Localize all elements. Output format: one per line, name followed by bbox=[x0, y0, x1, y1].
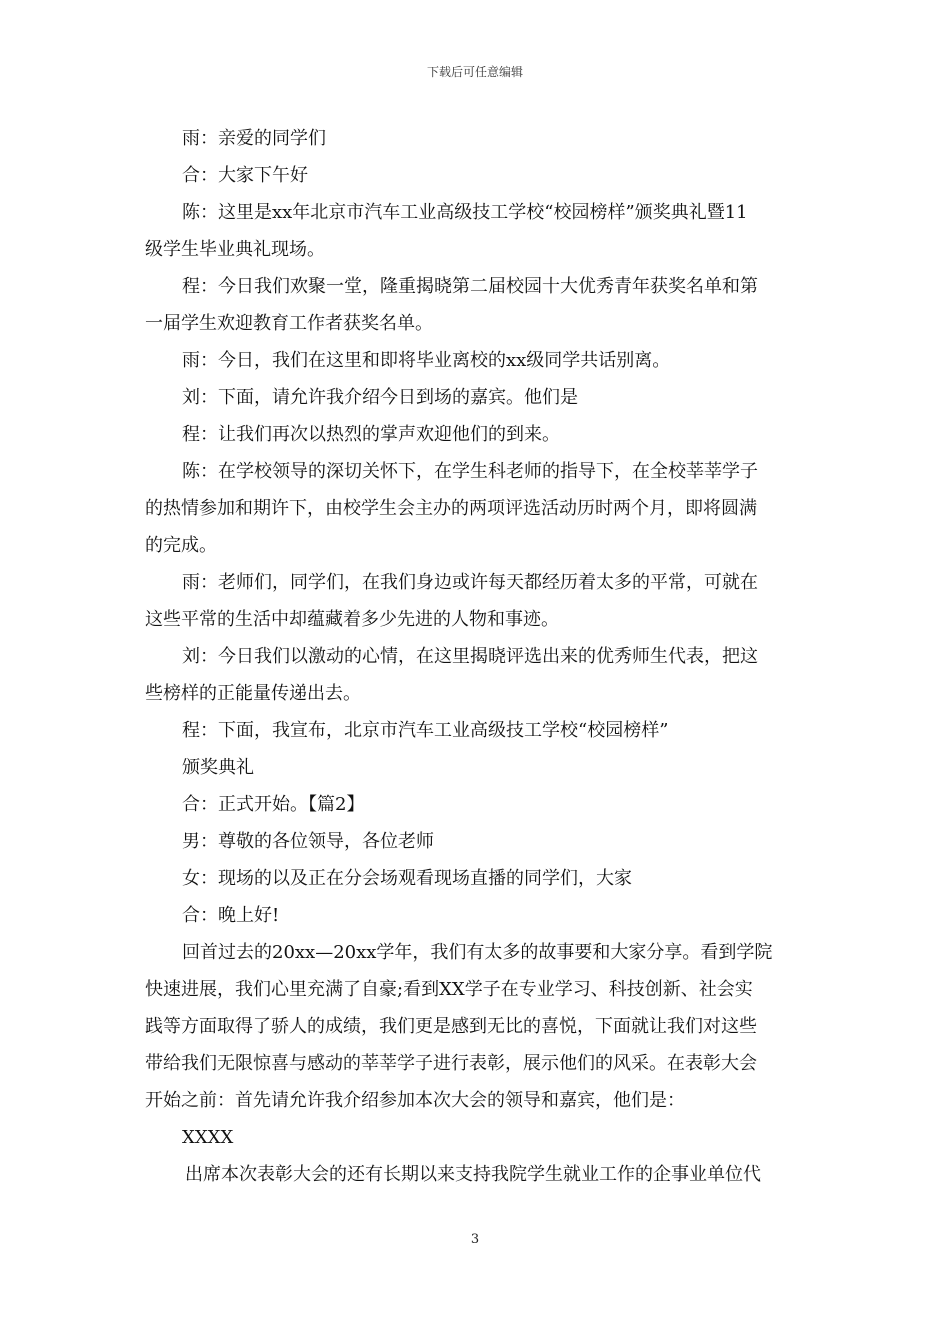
text-line: 开始之前：首先请允许我介绍参加本次大会的领导和嘉宾，他们是： bbox=[145, 1090, 685, 1111]
text-line: 陈：这里是xx年北京市汽车工业高级技工学校“校园榜样”颁奖典礼暨11 bbox=[182, 202, 748, 223]
text-line: 女：现场的以及正在分会场观看现场直播的同学们，大家 bbox=[182, 868, 632, 889]
text-line: 雨：亲爱的同学们 bbox=[182, 128, 326, 149]
document-body bbox=[145, 120, 810, 1193]
text-line: 程：今日我们欢聚一堂，隆重揭晓第二届校园十大优秀青年获奖名单和第 bbox=[182, 276, 758, 297]
text-line: 些榜样的正能量传递出去。 bbox=[145, 683, 361, 704]
text-line: 雨：今日，我们在这里和即将毕业离校的xx级同学共话别离。 bbox=[182, 350, 671, 371]
text-line: 回首过去的20xx—20xx学年，我们有太多的故事要和大家分享。看到学院 bbox=[182, 942, 773, 963]
text-line: XXXX bbox=[182, 1127, 234, 1148]
text-line: 刘：下面，请允许我介绍今日到场的嘉宾。他们是 bbox=[182, 387, 578, 408]
text-line: 程：让我们再次以热烈的掌声欢迎他们的到来。 bbox=[182, 424, 560, 445]
text-line: 合：晚上好! bbox=[182, 905, 280, 926]
text-line: 一届学生欢迎教育工作者获奖名单。 bbox=[145, 313, 433, 334]
text-line: 级学生毕业典礼现场。 bbox=[145, 239, 325, 260]
text-line: 的完成。 bbox=[145, 535, 217, 556]
text-line: 带给我们无限惊喜与感动的莘莘学子进行表彰，展示他们的风采。在表彰大会 bbox=[145, 1053, 757, 1074]
text-line: 快速进展，我们心里充满了自豪;看到XX学子在专业学习、科技创新、社会实 bbox=[145, 979, 753, 1000]
text-line: 颁奖典礼 bbox=[182, 757, 254, 778]
text-line: 的热情参加和期许下，由校学生会主办的两项评选活动历时两个月，即将圆满 bbox=[145, 498, 757, 519]
text-line: 出席本次表彰大会的还有长期以来支持我院学生就业工作的企事业单位代 bbox=[185, 1164, 761, 1185]
text-line: 程：下面，我宣布，北京市汽车工业高级技工学校“校园榜样” bbox=[182, 720, 669, 741]
text-line: 刘：今日我们以激动的心情，在这里揭晓评选出来的优秀师生代表，把这 bbox=[182, 646, 758, 667]
page-header: 下载后可任意编辑 bbox=[426, 65, 523, 79]
text-line: 陈：在学校领导的深切关怀下，在学生科老师的指导下，在全校莘莘学子 bbox=[182, 461, 758, 482]
page-number: 3 bbox=[470, 1232, 480, 1247]
text-line: 合：大家下午好 bbox=[182, 165, 308, 186]
text-line: 践等方面取得了骄人的成绩，我们更是感到无比的喜悦，下面就让我们对这些 bbox=[145, 1016, 757, 1037]
text-line: 合：正式开始。【篇2】 bbox=[182, 794, 365, 815]
text-line: 雨：老师们，同学们，在我们身边或许每天都经历着太多的平常，可就在 bbox=[182, 572, 758, 593]
text-line: 男：尊敬的各位领导，各位老师 bbox=[182, 831, 434, 852]
text-line: 这些平常的生活中却蕴藏着多少先进的人物和事迹。 bbox=[145, 609, 559, 630]
